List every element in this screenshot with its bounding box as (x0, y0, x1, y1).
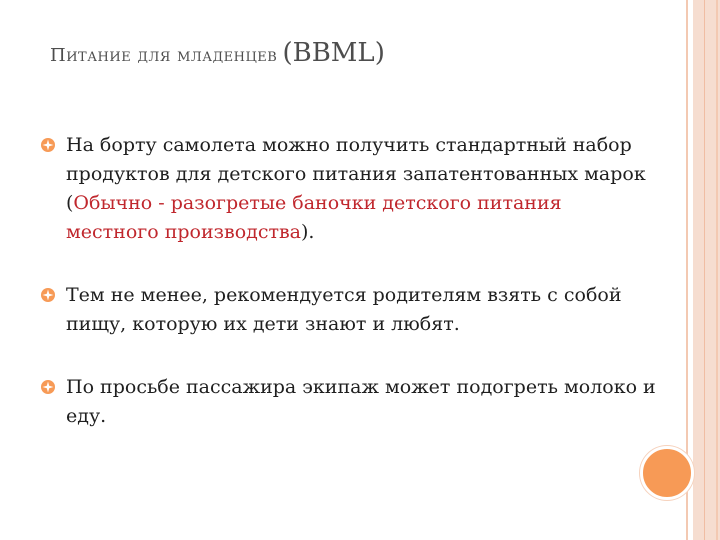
flower-bullet-icon (40, 137, 56, 153)
decorative-stripe-line (704, 0, 705, 540)
decorative-stripe-line (716, 0, 718, 540)
bullet-highlight: Обычно - разогретые баночки детского питания местного производства (66, 192, 562, 243)
slide-title (50, 38, 385, 68)
bullet-item (40, 131, 660, 247)
bullet-text: ). (301, 221, 315, 243)
flower-bullet-icon (40, 287, 56, 303)
bullet-text: По просьбе пассажира экипаж может подогреть молоко и еду. (66, 376, 656, 427)
title-text: Питание для младенцев (50, 45, 278, 66)
bullet-item (40, 373, 660, 431)
bullet-list (40, 131, 660, 465)
bullet-item (40, 281, 660, 339)
bullet-text: Тем не менее, рекомендуется родителям взять с собой пищу, которую их дети знают и любят. (66, 284, 622, 335)
flower-bullet-icon (40, 379, 56, 395)
bullet-text: На борту самолета можно получить стандартный набор продуктов для детского питания запатентованных марок ( (66, 134, 646, 214)
title-code: (BBML) (282, 38, 385, 68)
